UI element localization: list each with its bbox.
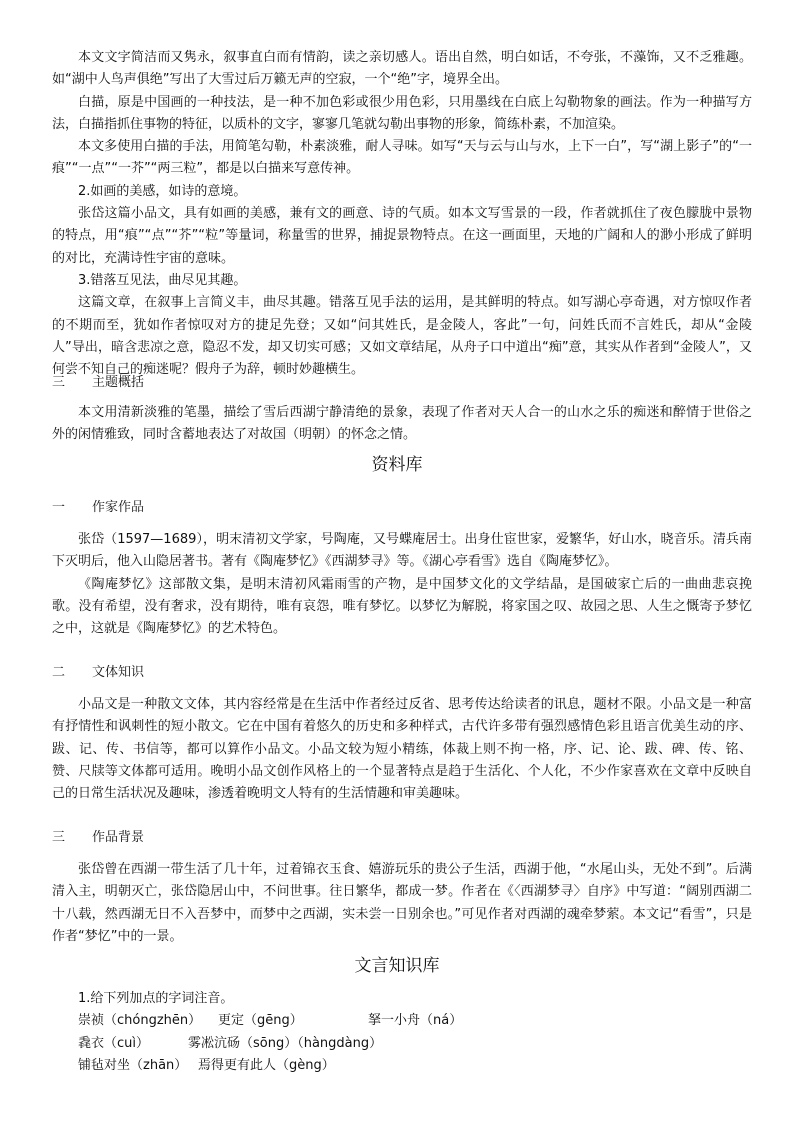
section-heading [52,372,752,394]
analysis-paragraph: 张岱这篇小品文，具有如画的美感，兼有文的画意、诗的气质。如本文写雪景的一段，作者就抓住了夜色朦胧中景物的特点，用“痕”“点”“芥”“粒”等量词，称量雪的世界，捕捉景物特点。在这一画面里，天地的广阔和人的渺小形成了鲜明的对比，充满诗性宇宙的意味。 [52,206,752,266]
exercise-instruction: 1.给下列加点的字词注音。 [78,991,234,1006]
theme-paragraph: 本文用清新淡雅的笔墨，描绘了雪后西湖宁静清绝的景象，表现了作者对天人合一的山水之乐的痴迷和醉情于世俗之外的闲情雅致，同时含蓄地表达了对故国（明朝）的怀念之情。 [52,405,752,443]
vocab-item: 更定（gēng） [218,1013,303,1029]
section-heading [52,497,752,519]
vocab-row [52,1010,752,1032]
genre-paragraph: 小品文是一种散文文体，其内容经常是在生活中作者经过反省、思考传达给读者的讯息，题材不限。小品文是一种富有抒情性和讽刺性的短小散文。它在中国有着悠久的历史和多种样式，古代许多带有强烈感情色彩且语言优美生动的序、跋、记、传、书信等，都可以算作小品文。小品文较为短小精练，体裁上则不拘一格，序、记、论、跋、碑、传、铭、赞、尺牍等文体都可适用。晚明小品文创作风格上的一个显著特点是趋于生活化、个人化，不少作家喜欢在文章中反映自己的日常生活状况及趣味，渗透着晚明文人特有的生活情趣和审美趣味。 [52,697,752,802]
author-paragraph: 张岱（1597—1689），明末清初文学家，号陶庵，又号蝶庵居士。出身仕宦世家，爱繁华，好山水，晓音乐。清兵南下灭明后，他入山隐居著书。著有《陶庵梦忆》《西湖梦寻》等。《湖心亭看雪》选自《陶庵梦忆》。 [52,532,752,570]
author-paragraph: 《陶庵梦忆》这部散文集，是明末清初风霜雨雪的产物，是中国梦文化的文学结晶，是国破家亡后的一曲曲悲哀挽歌。没有希望，没有奢求，没有期待，唯有哀怨，唯有梦忆。以梦忆为解脱，将家国之叹、故园之思、人生之慨寄予梦忆之中，这就是《陶庵梦忆》的艺术特色。 [52,576,752,637]
vocab-item: 铺毡对坐（zhān） [78,1057,188,1073]
analysis-paragraph: 白描，原是中国画的一种技法，是一种不加色彩或很少用色彩，只用墨线在白底上勾勒物象的画法。作为一种描写方法，白描指抓住事物的特征，以质朴的文字，寥寥几笔就勾勒出事物的形象，简练朴素，不加渲染。 [52,94,752,132]
vocab-row [52,1033,752,1055]
ziliaoku-title: 资料库 [371,455,423,475]
exercise-section [52,988,752,1077]
vocab-row [52,1055,752,1077]
section-heading [52,662,752,684]
vocab-item: 雾凇沆砀（sōng）（hàngdàng） [188,1035,383,1051]
genre-section [52,662,752,805]
wenyan-title: 文言知识库 [354,956,440,976]
background-section [52,827,752,948]
section-title: 作家作品 [92,500,145,515]
vocab-item: 拏一小舟（ná） [368,1013,463,1029]
vocab-item: 毳衣（cuì） [78,1035,149,1051]
section-title: 文体知识 [92,665,145,680]
analysis-paragraph: 这篇文章，在叙事上言简义丰，曲尽其趣。错落互见手法的运用，是其鲜明的特点。如写湖心亭奇遇，对方惊叹作者的不期而至，犹如作者惊叹对方的捷足先登；又如“问其姓氏，是金陵人，客此”一句，问姓氏而不言姓氏，却从“金陵人”导出，暗含悲凉之意，隐忍不发，却又切实可感；又如文章结尾，从舟子口中道出“痴”意，其实从作者到“金陵人”，又何尝不知自己的痴迷呢？假舟子为辞，顿时妙趣横生。 [52,295,752,378]
section-heading [52,827,752,849]
vocab-item: 焉得更有此人（gèng） [198,1057,335,1073]
section-number: 三 [52,375,66,390]
section-number: 一 [52,500,66,515]
section-number: 三 [52,830,66,845]
background-paragraph: 张岱曾在西湖一带生活了几十年，过着锦衣玉食、嬉游玩乐的贵公子生活，西湖于他，“水尾山头，无处不到”。后满清入主，明朝灭亡，张岱隐居山中，不问世事。往日繁华，都成一梦。作者在《〈西湖梦寻〉自序》中写道：“阔别西湖二十八载，然西湖无日不入吾梦中，而梦中之西湖，实未尝一日别余也。”可见作者对西湖的魂牵梦萦。本文记“看雪”，只是作者“梦忆”中的一景。 [52,862,752,944]
point-heading: 2.如画的美感，如诗的意境。 [78,183,247,199]
analysis-paragraph: 本文多使用白描的手法，用简笔勾勒，朴素淡雅，耐人寻味。如写“天与云与山与水，上下一白”，写“湖上影子”的“一痕”“一点”“一芥”“两三粒”，都是以白描来写意传神。 [52,139,752,177]
author-section [52,497,752,640]
theme-section [52,372,752,447]
vocab-item: 崇祯（chóngzhēn） [78,1013,202,1029]
section-title: 主题概括 [92,375,145,390]
analysis-paragraph: 本文文字简洁而又隽永，叙事直白而有情韵，读之亲切感人。语出自然，明白如话，不夸张，不藻饰，又不乏雅趣。如“湖中人鸟声俱绝”写出了大雪过后万籁无声的空寂，一个“绝”字，境界全出。 [52,50,752,88]
analysis-section [52,47,752,381]
section-title: 作品背景 [92,830,145,845]
point-heading: 3.错落互见法，曲尽见其趣。 [78,272,247,288]
section-number: 二 [52,665,66,680]
